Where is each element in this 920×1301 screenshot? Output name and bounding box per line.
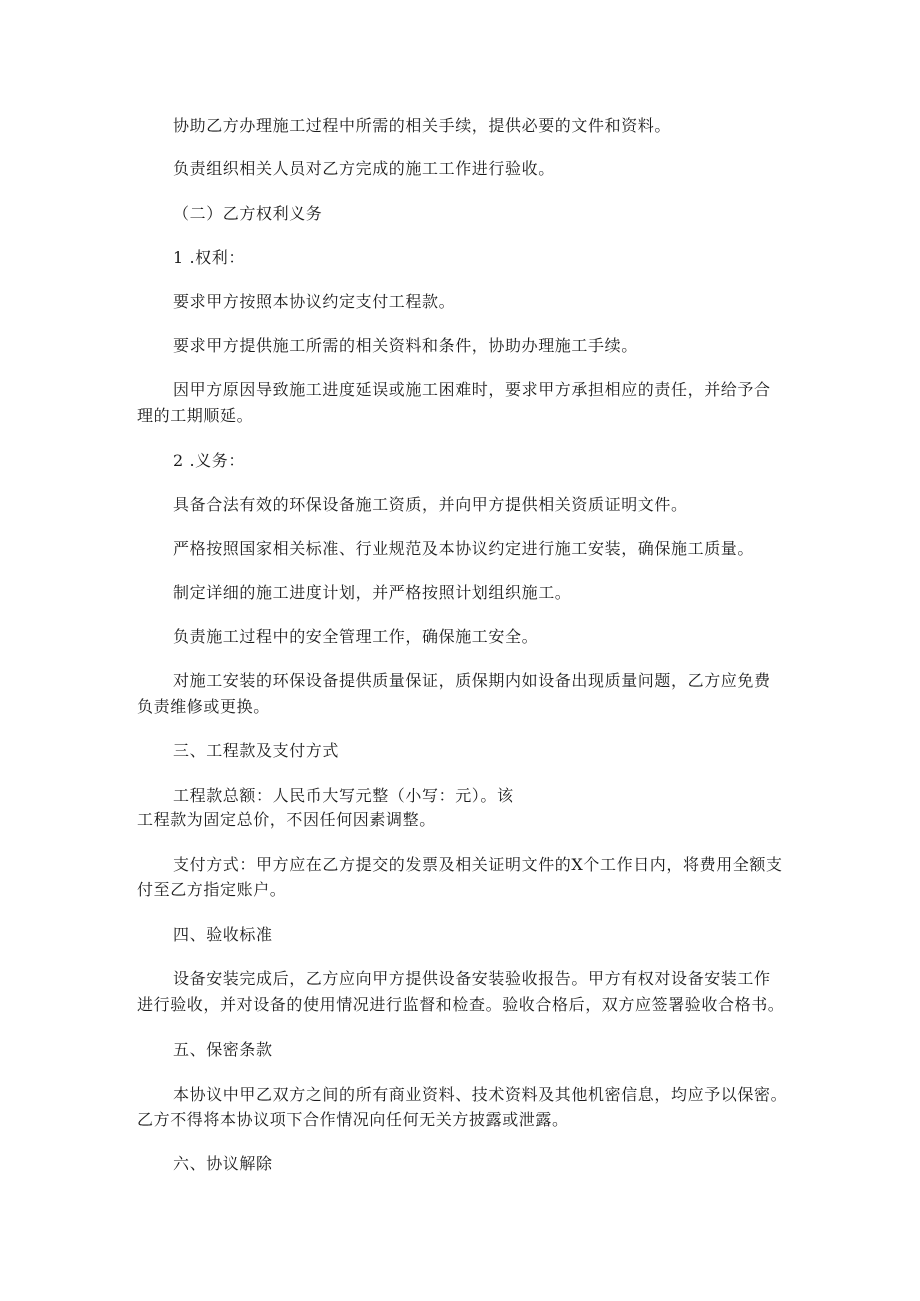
section-subheading: （二）乙方权利义务 — [173, 204, 323, 223]
section-heading: 六、协议解除 — [173, 1154, 273, 1173]
paragraph-line: 负责维修或更换。 — [137, 697, 270, 716]
paragraph-line: 负责施工过程中的安全管理工作，确保施工安全。 — [173, 627, 539, 646]
section-heading: 四、验收标准 — [173, 925, 273, 944]
paragraph-line: 付至乙方指定账户。 — [137, 880, 287, 899]
paragraph-line: 协助乙方办理施工过程中所需的相关手续，提供必要的文件和资料。 — [173, 116, 672, 135]
paragraph-line: 乙方不得将本协议项下合作情况向任何无关方披露或泄露。 — [137, 1110, 569, 1129]
paragraph-line: 要求甲方按照本协议约定支付工程款。 — [173, 292, 456, 311]
section-heading: 五、保密条款 — [173, 1040, 273, 1059]
paragraph-line: 对施工安装的环保设备提供质量保证，质保期内如设备出现质量问题，乙方应免费 — [173, 671, 771, 690]
paragraph-line: 因甲方原因导致施工进度延误或施工困难时，要求甲方承担相应的责任，并给予合 — [173, 380, 771, 399]
paragraph-line: 支付方式：甲方应在乙方提交的发票及相关证明文件的X个工作日内，将费用全额支 — [173, 855, 783, 874]
item-heading: 1 .权利： — [173, 248, 245, 267]
paragraph-line: 制定详细的施工进度计划，并严格按照计划组织施工。 — [173, 583, 572, 602]
paragraph-line: 进行验收，并对设备的使用情况进行监督和检查。验收合格后，双方应签署验收合格书。 — [137, 995, 785, 1014]
section-heading: 三、工程款及支付方式 — [173, 741, 340, 760]
item-heading: 2 .义务： — [173, 451, 245, 470]
paragraph-line: 具备合法有效的环保设备施工资质，并向甲方提供相关资质证明文件。 — [173, 495, 688, 514]
paragraph-line: 严格按照国家相关标准、行业规范及本协议约定进行施工安装，确保施工质量。 — [173, 539, 755, 558]
paragraph-line: 工程款为固定总价，不因任何因素调整。 — [137, 810, 436, 829]
paragraph-line: 工程款总额：人民币大写元整（小写：元）。该 — [173, 786, 514, 805]
paragraph-line: 本协议中甲乙双方之间的所有商业资料、技术资料及其他机密信息，均应予以保密。 — [173, 1085, 788, 1104]
paragraph-line: 负责组织相关人员对乙方完成的施工工作进行验收。 — [173, 159, 555, 178]
paragraph-line: 要求甲方提供施工所需的相关资料和条件，协助办理施工手续。 — [173, 336, 638, 355]
paragraph-line: 设备安装完成后，乙方应向甲方提供设备安装验收报告。甲方有权对设备安装工作 — [173, 969, 771, 988]
paragraph-line: 理的工期顺延。 — [137, 406, 254, 425]
